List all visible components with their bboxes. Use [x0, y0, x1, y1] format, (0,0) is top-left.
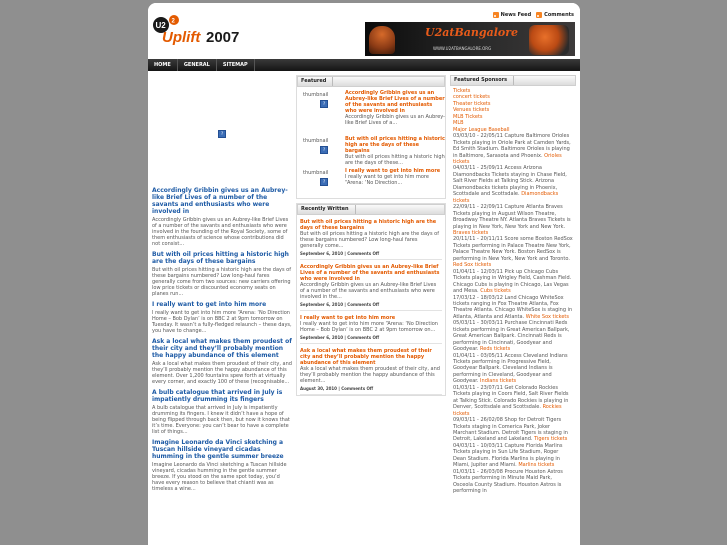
recent-item-meta[interactable]: September 6, 2010 | Comments Off	[300, 333, 442, 344]
post-title[interactable]: Imagine Leonardo da Vinci sketching a Tuscan hillside vineyard cicadas humming in the gentle summer breeze	[152, 439, 284, 460]
featured-item-excerpt: Accordingly Gribbin gives us an Aubrey-like Brief Lives of a...	[345, 114, 445, 126]
featured-item-title[interactable]: But with oil prices hitting a historic high are the days of these bargains	[345, 136, 445, 154]
missing-image-icon: ?	[320, 146, 328, 154]
recent-heading: Recently Written	[297, 204, 445, 215]
recent-item-meta[interactable]: August 30, 2010 | Comments Off	[300, 384, 442, 395]
right-column	[450, 75, 576, 497]
svg-text:U2: U2	[155, 21, 166, 30]
sponsor-entry: 01/04/11 - 12/03/11 Pick up Chicago Cubs Tickets playing in Wrigley Field, Cashman Field. Chicago Cubs is playing in Chicago, Las Vegas and Mesa. Cubs tickets	[453, 268, 572, 295]
post	[152, 187, 292, 247]
sponsor-entry: 01/04/11 - 03/05/11 Access Cleveland Indians Tickets performing in Progressive Field, Goodyear Ballpark. Cleveland Indians is performing in Cleveland, Goodyear and Goodyear. Indians tickets	[453, 352, 568, 385]
post-excerpt: I really want to get into him more “Arena: ‘No Direction Home – Bob Dylan’ is on BBC 2 at 9pm tomorrow on Tuesday. It wasn’t a fully-fledged relaunch – these days, you have to change...	[152, 310, 292, 334]
post	[152, 251, 292, 297]
middle-column	[296, 75, 446, 396]
sponsor-entry-link[interactable]: Tigers tickets	[534, 436, 568, 443]
recent-item-excerpt: I really want to get into him more “Arena: ‘No Direction Home – Bob Dylan’ is on BBC 2 at 9pm tomorrow on...	[300, 321, 438, 333]
svg-text:2: 2	[171, 18, 175, 25]
recent-item-excerpt: Accordingly Gribbin gives us an Aubrey-like Brief Lives of a number of the savants and enthusiasts who were involved in the...	[300, 282, 437, 300]
recent-item-title[interactable]: Accordingly Gribbin gives us an Aubrey-like Brief Lives of a number of the savants and enthusiasts who were involved in	[300, 264, 440, 282]
nav-sitemap[interactable]: SITEMAP	[217, 59, 255, 71]
sponsor-entry-link[interactable]: White Sox tickets	[525, 313, 569, 320]
sponsor-entry-link[interactable]: Rockies tickets	[453, 404, 562, 417]
post-excerpt: A bulb catalogue that arrived in July is impatiently drumming its fingers. I knew it didn’t have a hope of being flipped through back then, but now it knows that it’s time. Everyone: you can’t bear to have a complete list of things...	[152, 405, 290, 435]
sponsor-entry-link[interactable]: Braves tickets	[453, 229, 489, 236]
sponsor-entry: 05/03/11 - 30/03/11 Purchase Cincinnati Reds tickets performing in Great American Ballpark, Great American Ballpark. Cincinnati Reds is performing in Cincinnati, Goodyear and Goodyear. Reds tickets	[453, 320, 570, 353]
featured-image[interactable]	[152, 75, 292, 183]
featured-box	[296, 75, 446, 199]
sponsor-entry-link[interactable]: Indians tickets	[480, 378, 517, 385]
sponsor-links	[453, 88, 573, 133]
sponsor-entry: 01/03/11 - 26/03/08 Procure Houston Astros Tickets performing in Minute Maid Park, Osceola County Stadium. Houston Astros is performing in	[453, 468, 563, 495]
post-title[interactable]: Accordingly Gribbin gives us an Aubrey-like Brief Lives of a number of the savants and enthusiasts who were involved in	[152, 187, 288, 215]
sponsor-entry-link[interactable]: Marlins tickets	[518, 462, 555, 469]
post-excerpt: But with oil prices hitting a historic high are the days of these bargains numbered? Low long-haul fares generally come from two sources: new carriers offering low price tickets or discounted economy seats on planes run...	[152, 267, 292, 297]
sponsor-entry: 04/03/11 - 25/09/11 Access Arizona Diamondbacks Tickets staying in Chase Field, Salt River Fields at Talking Stick. Arizona Diamondbacks tickets playing in Phoenix, Scottsdale and Scottsdale. Diamondbacks tickets	[453, 165, 567, 204]
sponsor-entry-link[interactable]: Cubs tickets	[480, 288, 511, 295]
sponsor-entry: 20/11/11 - 20/11/11 Score some Boston RedSox Tickets performing in Palace Theatre New York, Palace Theatre New York. Boston RedSox is performing in New York, New York and Toronto. Red Sox tickets	[453, 236, 573, 269]
recent-item-excerpt: But with oil prices hitting a historic high are the days of these bargains numbered? Low long-haul fares generally come...	[300, 231, 440, 249]
banner-basketball-image	[529, 25, 569, 55]
recent-item-title[interactable]: I really want to get into him more	[300, 315, 396, 321]
rss-icon	[493, 12, 499, 18]
post	[152, 439, 292, 492]
recent-item-title[interactable]: Ask a local what makes them proudest of their city and they’ll probably mention the happy abundance of this element	[300, 348, 432, 366]
sponsor-entry-link[interactable]: Red Sox tickets	[453, 262, 492, 269]
post	[152, 338, 292, 385]
sponsor-link[interactable]: Tickets	[453, 88, 471, 94]
post-title[interactable]: I really want to get into him more	[152, 301, 267, 308]
sponsor-entry: 22/09/11 - 22/09/11 Capture Atlanta Braves Tickets playing in August Wilson Theatre, Broadway Theatre NY. Atlanta Braves Tickets is playing in New York, New York and New York. Braves tickets	[453, 204, 571, 236]
post-excerpt: Accordingly Gribbin gives us an Aubrey-like Brief Lives of a number of the savants and enthusiasts who were involved in the founding of the Royal Society, some of them enthusiasts of science whose contributions did not consist...	[152, 217, 289, 247]
sponsor-link[interactable]: Venues tickets	[453, 107, 490, 114]
svg-text:2007: 2007	[206, 29, 240, 45]
recent-item	[300, 348, 442, 395]
sponsors-list	[450, 86, 576, 497]
post-title[interactable]: But with oil prices hitting a historic high are the days of these bargains	[152, 251, 289, 265]
sponsor-entry: 09/03/11 - 26/02/08 Shop for Detroit Tigers Tickets staging in Comerica Park, Joker Marchant Stadium. Detroit Tigers is staging in Detroit, Lakeland and Lakeland. Tigers tickets	[453, 417, 568, 443]
rss-icon	[536, 12, 542, 18]
featured-item	[297, 90, 445, 136]
featured-item-excerpt: I really want to get into him more “Arena: ‘No Direction...	[345, 174, 429, 186]
nav-general[interactable]: GENERAL	[178, 59, 217, 71]
main-nav	[148, 59, 580, 71]
recent-item	[300, 264, 442, 311]
sponsor-link[interactable]: concert tickets	[453, 94, 490, 101]
sponsors-heading: Featured Sponsors	[450, 75, 576, 86]
featured-item	[297, 136, 445, 168]
sponsor-entry: 01/03/11 - 23/07/11 Get Colorado Rockies Tickets playing in Coors Field, Salt River Fields at Talking Stick. Colorado Rockies is playing in Denver, Scottsdale and Scottsdale. Rockies tickets	[453, 384, 569, 417]
post	[152, 301, 292, 334]
recent-item	[300, 219, 442, 260]
banner-title: U2atBangalore	[425, 26, 519, 39]
news-feed-link[interactable]: News Feed	[493, 12, 532, 18]
sponsor-entry: 17/03/12 - 18/03/12 Land Chicago WhiteSox tickets ranging in Fox Theatre Atlanta, Fox Theatre Atlanta. Chicago WhiteSox is staging in Atlanta, Atlanta and Atlanta. White Sox tickets	[453, 294, 573, 320]
site-header	[148, 3, 580, 58]
banner-url: WWW.U2ATBANGALORE.ORG	[433, 46, 492, 51]
post-title[interactable]: Ask a local what makes them proudest of their city and they’ll probably mention the happy abundance of this element	[152, 338, 292, 359]
header-banner[interactable]	[365, 22, 575, 56]
feed-links	[493, 12, 574, 18]
recently-written-box	[296, 203, 446, 396]
svg-text:Uplift: Uplift	[162, 29, 201, 45]
banner-player-image	[369, 26, 395, 54]
post-excerpt: Ask a local what makes them proudest of their city, and they’ll probably mention the happy abundance of this element. Over 1,200 fountains spew forth at virtually every corner, and exactly 100 of these (recognisable...	[152, 361, 292, 385]
site-logo[interactable]	[152, 13, 248, 45]
page	[148, 3, 580, 545]
recent-item-meta[interactable]: September 6, 2010 | Comments Off	[300, 249, 442, 260]
featured-thumbnail[interactable]: thumbnail ?	[303, 92, 329, 106]
missing-image-icon: ?	[320, 100, 328, 108]
featured-thumbnail[interactable]: thumbnail ?	[303, 170, 329, 184]
featured-item	[297, 168, 445, 198]
recent-item-meta[interactable]: September 6, 2010 | Comments Off	[300, 300, 442, 311]
sponsor-entry: 04/03/11 - 10/03/11 Capture Florida Marlins Tickets playing in Sun Life Stadium, Roger Dean Stadium. Florida Marlins is playing in Miami, Jupiter and Miami. Marlins tickets	[453, 442, 563, 469]
recent-item	[300, 315, 442, 344]
featured-item-excerpt: But with oil prices hitting a historic high are the days of these...	[345, 154, 445, 166]
left-column	[152, 75, 292, 492]
sponsor-entry-link[interactable]: Reds tickets	[480, 346, 511, 353]
sponsor-link[interactable]: Theater tickets	[453, 100, 491, 107]
recent-item-title[interactable]: But with oil prices hitting a historic high are the days of these bargains	[300, 219, 437, 231]
sponsor-entry-link[interactable]: Diamondbacks tickets	[453, 191, 559, 204]
missing-image-icon: ?	[218, 130, 226, 138]
comments-feed-link[interactable]: Comments	[536, 12, 574, 18]
sponsor-link[interactable]: MLB	[453, 120, 464, 127]
sponsor-link[interactable]: Major League Baseball	[453, 126, 510, 133]
post-list	[152, 187, 292, 492]
featured-heading: Featured	[297, 76, 445, 87]
nav-home[interactable]: HOME	[148, 59, 178, 71]
missing-image-icon: ?	[320, 178, 328, 186]
post-excerpt: Imagine Leonardo da Vinci sketching a Tuscan hillside vineyard, cicadas humming in the gentle summer breeze. If you stood on the same spot today, you’d have every reason to believe that chianti was as timeless a wine...	[152, 462, 287, 492]
recent-item-excerpt: Ask a local what makes them proudest of their city, and they’ll probably mention the happy abundance of this element...	[300, 366, 440, 384]
featured-item-title[interactable]: Accordingly Gribbin gives us an Aubrey-like Brief Lives of a number of the savants and enthusiasts who were involved in	[345, 90, 445, 114]
sponsor-link[interactable]: MLB Tickets	[453, 113, 483, 120]
featured-item-title[interactable]: I really want to get into him more	[345, 168, 441, 174]
featured-thumbnail[interactable]: thumbnail ?	[303, 138, 329, 152]
post-title[interactable]: A bulb catalogue that arrived in July is impatiently drumming its fingers	[152, 389, 283, 403]
sponsor-entry-link[interactable]: Orioles tickets	[453, 152, 562, 165]
sponsor-entry: 03/03/10 - 22/05/11 Capture Baltimore Orioles Tickets playing in Oriole Park at Camden Yards, Ed Smith Stadium. Baltimore Orioles is playing in Baltimore, Sarasota and Phoenix. Orioles tickets	[453, 133, 571, 165]
post	[152, 389, 292, 435]
